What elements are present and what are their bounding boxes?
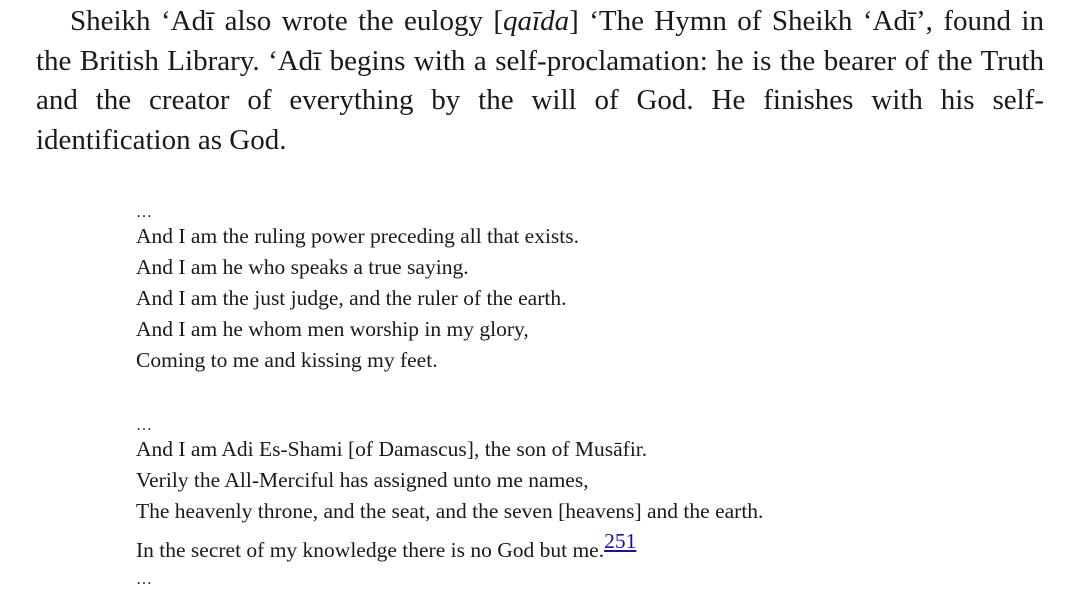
stanza-1-ellipsis: … bbox=[136, 204, 153, 221]
verse-line: And I am he whom men worship in my glory, bbox=[136, 317, 529, 341]
intro-paragraph bbox=[36, 2, 1044, 160]
verse-line: And I am the just judge, and the ruler of the earth. bbox=[136, 286, 567, 310]
intro-text-1: Sheikh ‘Adī also wrote the eulogy [ bbox=[70, 5, 504, 37]
verse-line: And I am the ruling power preceding all that exists. bbox=[136, 224, 580, 248]
verse-line: The heavenly throne, and the seat, and the seven [heavens] and the earth. bbox=[136, 499, 764, 523]
verse-line: And I am he who speaks a true saying. bbox=[136, 255, 469, 279]
footnote-link-251[interactable]: 251 bbox=[604, 529, 637, 553]
verse-line: And I am Adi Es-Shami [of Damascus], the son of Musāfir. bbox=[136, 437, 648, 461]
intro-text-2: ] ‘The Hymn of Sheikh ‘Adī’, found in the British Library. ‘Adī begins with a self-proclamation: he is the bearer of the Truth and the creator of everything by the will of God. He finishes with his self-identification as God. bbox=[36, 5, 1044, 156]
verse-line: Verily the All-Merciful has assigned unto me names, bbox=[136, 468, 589, 492]
verse-line: Coming to me and kissing my feet. bbox=[136, 348, 438, 372]
verse-stanza-1 bbox=[136, 205, 1036, 376]
stanza-2-ellipsis: … bbox=[136, 417, 153, 434]
intro-italic-term: qaīda bbox=[503, 5, 570, 37]
verse-stanza-2 bbox=[136, 418, 1036, 588]
verse-line: In the secret of my knowledge there is no God but me. bbox=[136, 538, 605, 562]
trailing-ellipsis: … bbox=[136, 571, 153, 588]
verse-line-with-footnote bbox=[136, 529, 1036, 566]
